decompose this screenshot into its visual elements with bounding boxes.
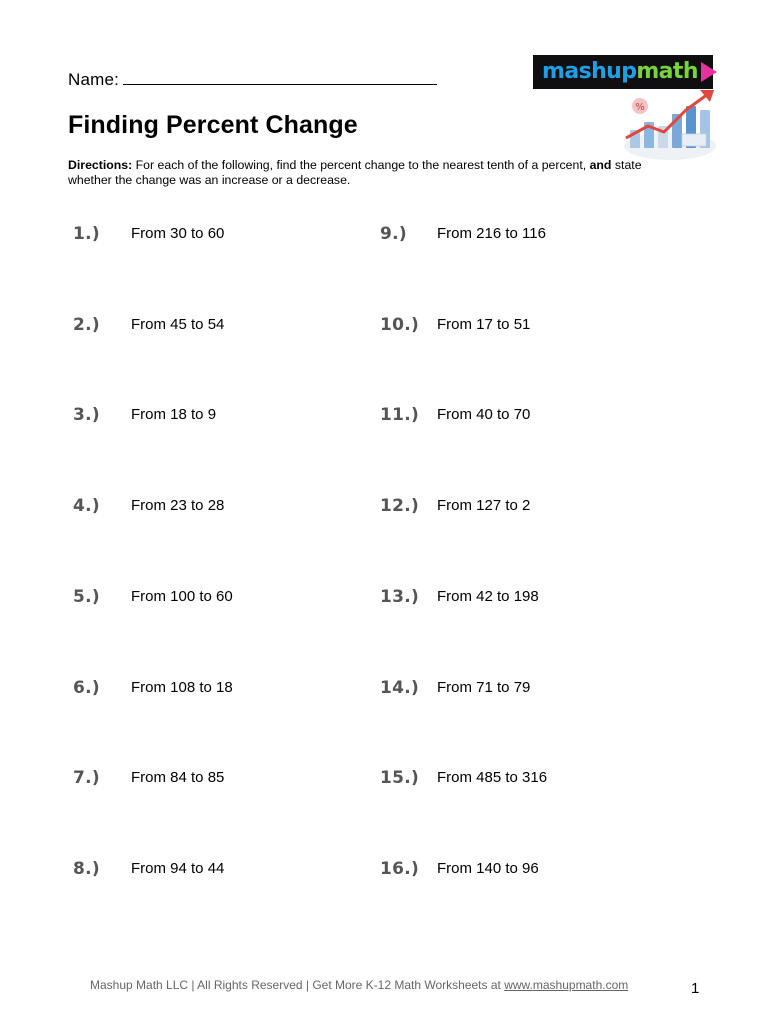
- problem-number: 4.): [73, 496, 100, 516]
- problem-number: 11.): [380, 405, 420, 425]
- directions-label: Directions:: [68, 158, 133, 172]
- name-field[interactable]: [68, 70, 437, 90]
- problem-text: From 216 to 116: [437, 225, 546, 242]
- problem-text: From 40 to 70: [437, 406, 531, 423]
- problem-text: From 94 to 44: [131, 860, 225, 877]
- problem-number: 3.): [73, 405, 100, 425]
- footer: [90, 978, 628, 992]
- problem-text: From 100 to 60: [131, 588, 233, 605]
- problem-number: 1.): [73, 224, 100, 244]
- problem-number: 5.): [73, 587, 100, 607]
- problem-text: From 71 to 79: [437, 679, 531, 696]
- page-title: Finding Percent Change: [68, 111, 358, 139]
- name-blank-line[interactable]: [123, 83, 437, 85]
- problem-text: From 17 to 51: [437, 316, 531, 333]
- problem-text: From 23 to 28: [131, 497, 225, 514]
- logo-mashup-text: mashup: [542, 59, 637, 84]
- mashupmath-logo: [533, 55, 713, 89]
- problem-text: From 18 to 9: [131, 406, 217, 423]
- problem-number: 15.): [380, 768, 420, 788]
- problem-text: From 127 to 2: [437, 497, 531, 514]
- problem-text: From 108 to 18: [131, 679, 233, 696]
- directions-part1: For each of the following, find the percent change to the nearest tenth of a percent,: [135, 158, 587, 172]
- directions-part2: state whether the change was an increase or a decrease.: [68, 158, 642, 187]
- footer-text: Mashup Math LLC | All Rights Reserved | Get More K-12 Math Worksheets at: [90, 978, 501, 992]
- problem-text: From 30 to 60: [131, 225, 225, 242]
- problem-number: 13.): [380, 587, 420, 607]
- problem-text: From 84 to 85: [131, 769, 225, 786]
- footer-link[interactable]: www.mashupmath.com: [504, 978, 629, 992]
- name-label: Name:: [68, 70, 120, 89]
- logo-math-text: math: [636, 59, 698, 84]
- problem-number: 7.): [73, 768, 100, 788]
- problem-number: 6.): [73, 678, 100, 698]
- problem-number: 10.): [380, 315, 420, 335]
- rising-chart-illustration: [620, 86, 720, 162]
- page-number: 1: [691, 980, 700, 997]
- directions-bold-word: and: [589, 158, 612, 172]
- problem-text: From 45 to 54: [131, 316, 225, 333]
- problem-number: 9.): [380, 224, 407, 244]
- directions-text: [68, 158, 668, 188]
- problem-text: From 140 to 96: [437, 860, 539, 877]
- problem-text: From 42 to 198: [437, 588, 539, 605]
- problem-number: 16.): [380, 859, 420, 879]
- problem-text: From 485 to 316: [437, 769, 548, 786]
- problem-number: 12.): [380, 496, 420, 516]
- problem-number: 8.): [73, 859, 100, 879]
- problem-number: 2.): [73, 315, 100, 335]
- svg-text:%: %: [635, 102, 645, 113]
- problem-number: 14.): [380, 678, 420, 698]
- play-icon: [701, 62, 717, 82]
